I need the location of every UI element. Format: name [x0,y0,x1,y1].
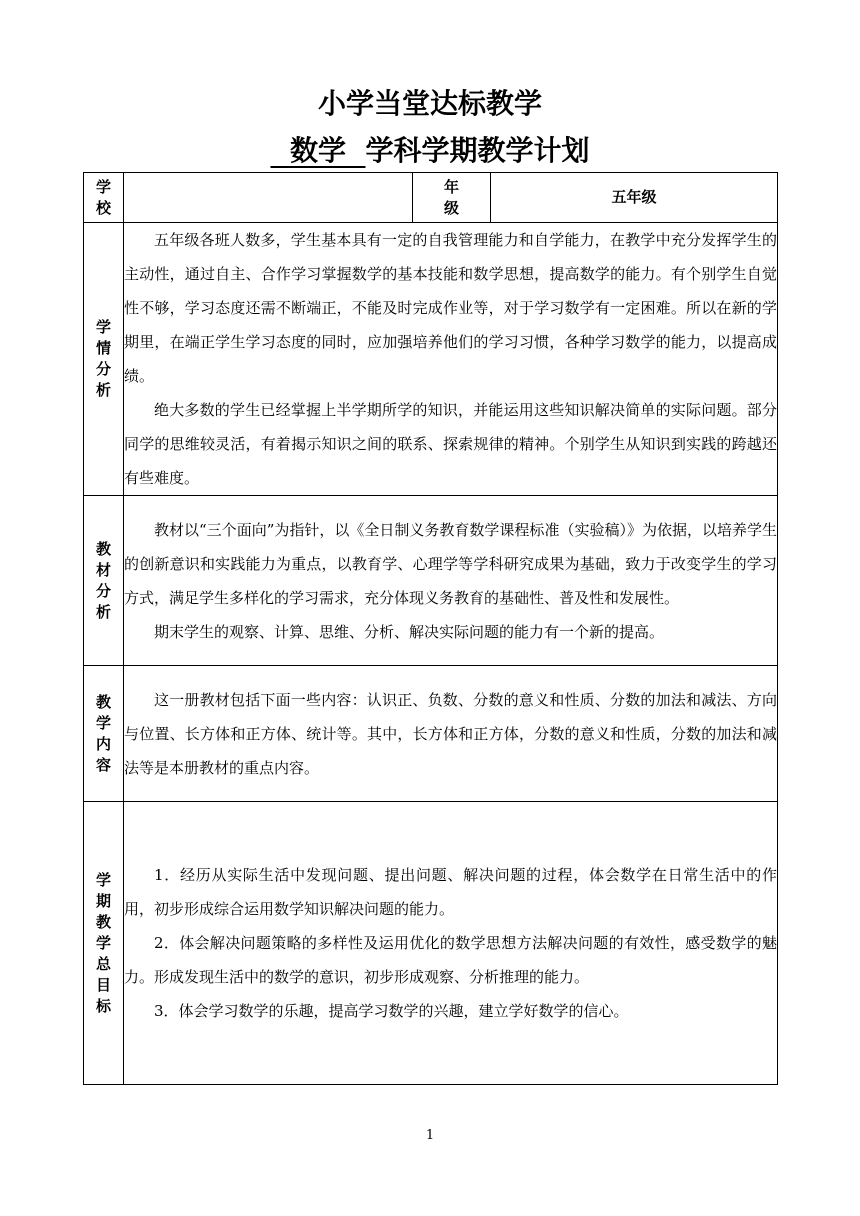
document-title: 小学当堂达标教学 [317,87,542,120]
grade-value: 五年级 [491,173,778,223]
section-label-cell [84,666,124,802]
paragraph: 期末学生的观察、计算、思维、分析、解决实际问题的能力有一个新的提高。 [154,622,665,641]
subject-underlined [270,134,365,167]
page-number: 1 [425,1128,435,1143]
plan-table [83,172,778,1085]
section-content [124,223,778,496]
school-label-cell [84,173,124,223]
section-label-cell [84,223,124,496]
subtitle-rest: 学科学期教学计划 [365,134,590,167]
section-label: 教材分析 [95,539,111,621]
school-label: 学校 [95,177,111,217]
section-content [124,666,778,802]
school-value[interactable] [124,173,413,223]
paragraph: 这一册教材包括下面一些内容：认识正、负数、分数的意义和性质、分数的加法和减法、方向与位置、长方体和正方体、统计等。其中，长方体和正方体，分数的意义和性质，分数的加法和减法等是本册教材的重点内容。 [124,690,777,777]
section-label: 教学内容 [95,692,111,774]
header-row [84,173,778,223]
paragraph: 教材以“三个面向”为指针，以《全日制义务教育数学课程标准（实验稿）》为依据，以培养学生的创新意识和实践能力为重点，以教育学、心理学等学科研究成果为基础，致力于改变学生的学习方式，满足学生多样化的学习需求，充分体现义务教育的基础性、普及性和发展性。 [124,520,777,607]
subject-name: 数学 [289,134,346,167]
section-row-semester-goals [84,802,778,1085]
section-label-cell [84,802,124,1085]
document-subtitle [0,130,860,172]
section-content [124,496,778,666]
paragraph: 绝大多数的学生已经掌握上半学期所学的知识，并能运用这些知识解决简单的实际问题。部分同学的思维较灵活，有着揭示知识之间的联系、探索规律的精神。个别学生从知识到实践的跨越还有些难度。 [124,401,777,487]
section-row-material-analysis [84,496,778,666]
section-label: 学期教学总目标 [95,870,111,1015]
paragraph: 2．体会解决问题策略的多样性及运用优化的数学思想方法解决问题的有效性，感受数学的魅力。形成发现生活中的数学的意识，初步形成观察、分析推理的能力。 [124,934,777,986]
section-content [124,802,778,1085]
paragraph: 1．经历从实际生活中发现问题、提出问题、解决问题的过程，体会数学在日常生活中的作用，初步形成综合运用数学知识解决问题的能力。 [124,866,777,918]
section-row-learning-analysis [84,223,778,496]
paragraph: 五年级各班人数多，学生基本具有一定的自我管理能力和自学能力，在教学中充分发挥学生的主动性，通过自主、合作学习掌握数学的基本技能和数学思想，提高数学的能力。有个别学生自觉性不够，学习态度还需不断端正，不能及时完成作业等，对于学习数学有一定困难。所以在新的学期里，在端正学生学习态度的同时，应加强培养他们的学习习惯，各种学习数学的能力，以提高成绩。 [124,231,777,385]
section-label: 学情分析 [95,318,111,399]
grade-label: 年级 [443,177,459,217]
grade-label-cell [413,173,491,223]
paragraph: 3．体会学习数学的乐趣，提高学习数学的兴趣，建立学好数学的信心。 [154,1002,629,1020]
section-row-teaching-content [84,666,778,802]
section-label-cell [84,496,124,666]
